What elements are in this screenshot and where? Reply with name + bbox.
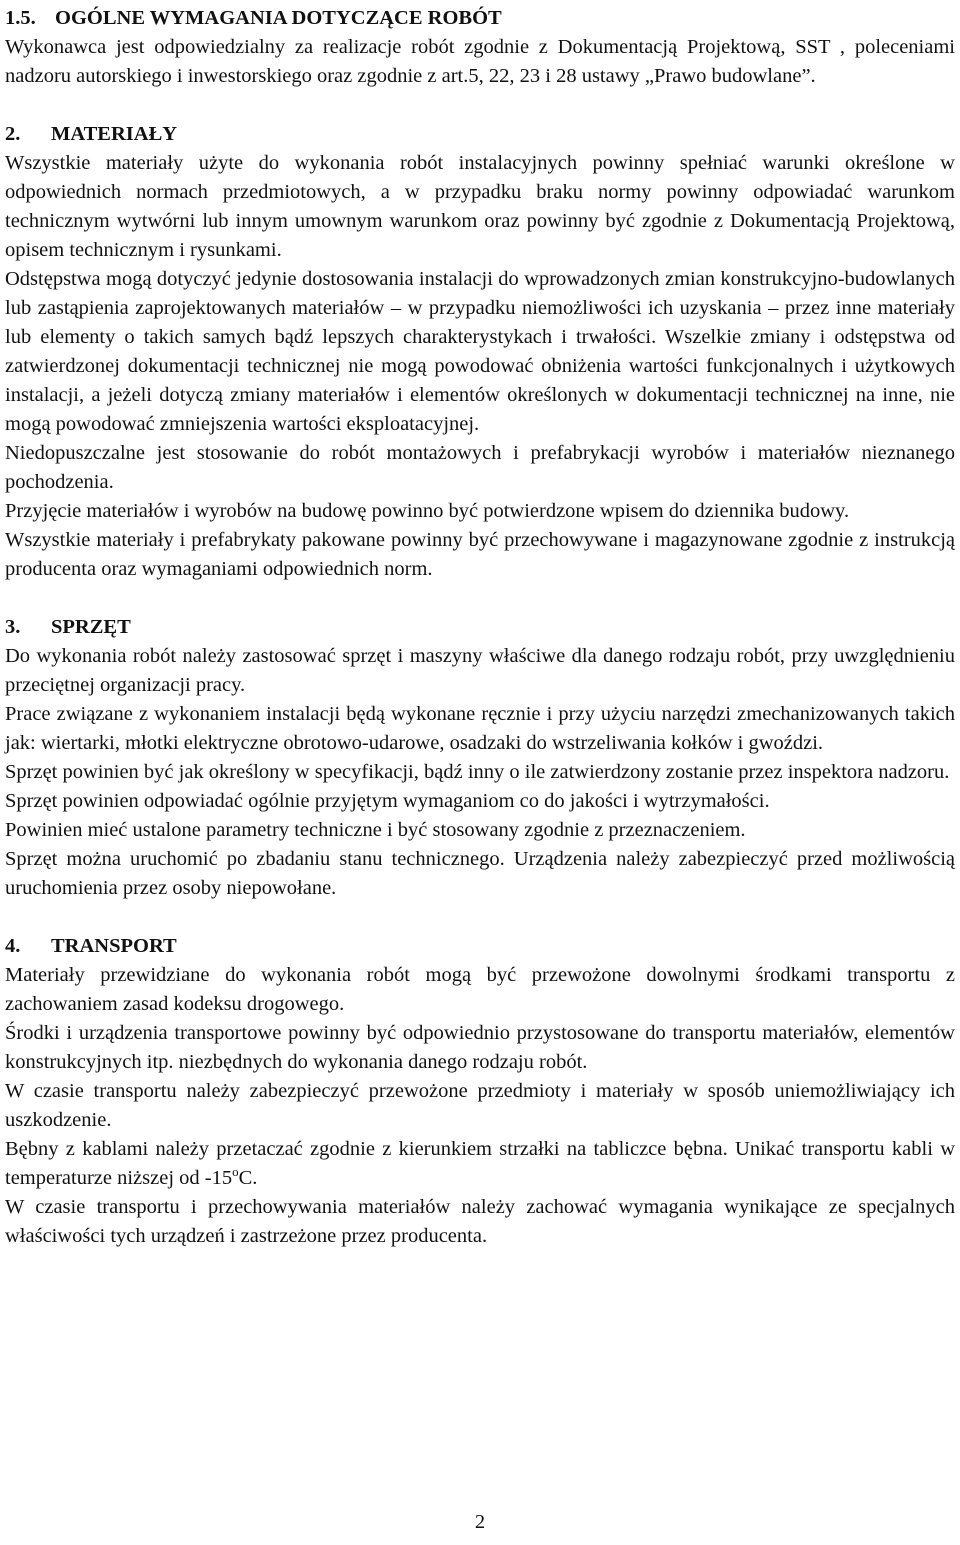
- section-transport: [5, 932, 955, 1251]
- section-heading: [5, 613, 955, 642]
- section-equipment: [5, 613, 955, 903]
- paragraph: W czasie transportu i przechowywania materiałów należy zachować wymagania wynikające ze specjalnych właściwości tych urządzeń i zastrzeżone przez producenta.: [5, 1196, 955, 1247]
- cable-text-before: Bębny z kablami należy przetaczać zgodnie z kierunkiem strzałki na tabliczce bębna. Unikać transportu kabli w temperaturze niższej od -15: [5, 1138, 955, 1189]
- section-general-requirements: [5, 4, 955, 91]
- section-heading: [5, 120, 955, 149]
- paragraph-cable-drums: [5, 1135, 955, 1193]
- paragraph: Materiały przewidziane do wykonania robót mogą być przewożone dowolnymi środkami transportu z zachowaniem zasad kodeksu drogowego.: [5, 964, 955, 1015]
- page-number: 2: [474, 1511, 486, 1533]
- section-heading: [5, 932, 955, 961]
- paragraph: Wykonawca jest odpowiedzialny za realizacje robót zgodnie z Dokumentacją Projektową, SST , poleceniami nadzoru autorskiego i inwestorskiego oraz zgodnie z art.5, 22, 23 i 28 ustawy „Prawo budowlane”.: [5, 36, 955, 87]
- paragraph: Środki i urządzenia transportowe powinny być odpowiednio przystosowane do transportu materiałów, elementów konstrukcyjnych itp. niezbędnych do wykonania danego rodzaju robót.: [5, 1022, 955, 1073]
- section-materials: [5, 120, 955, 584]
- paragraph: Odstępstwa mogą dotyczyć jedynie dostosowania instalacji do wprowadzonych zmian konstrukcyjno-budowlanych lub zastąpienia zaprojektowanych materiałów – w przypadku niemożliwości ich uzyskania – przez inne materiały lub elementy o takich samych bądź lepszych charakterystykach i trwałości. Wszelkie zmiany i odstępstwa od zatwierdzonej dokumentacji technicznej nie mogą powodować obniżenia wartości funkcjonalnych i użytkowych instalacji, a jeżeli dotyczą zmiany materiałów i elementów określonych w dokumentacji technicznej na inne, nie mogą powodować zmniejszenia wartości eksploatacyjnej.: [5, 268, 955, 435]
- document-page: [5, 4, 955, 1251]
- section-number: 1.5.: [5, 7, 36, 29]
- paragraph: W czasie transportu należy zabezpieczyć przewożone przedmioty i materiały w sposób uniemożliwiający ich uszkodzenie.: [5, 1080, 955, 1131]
- paragraph: Prace związane z wykonaniem instalacji będą wykonane ręcznie i przy użyciu narzędzi zmechanizowanych takich jak: wiertarki, młotki elektryczne obrotowo-udarowe, osadzaki do wstrzeliwania kołków i gwoździ.: [5, 703, 955, 754]
- section-title: TRANSPORT: [51, 935, 177, 957]
- paragraph: Wszystkie materiały i prefabrykaty pakowane powinny być przechowywane i magazynowane zgodnie z instrukcją producenta oraz wymaganiami odpowiednich norm.: [5, 529, 955, 580]
- spacer: [5, 903, 955, 932]
- section-title: OGÓLNE WYMAGANIA DOTYCZĄCE ROBÓT: [55, 7, 502, 29]
- section-number: 4.: [5, 935, 21, 957]
- section-title: SPRZĘT: [51, 616, 131, 638]
- section-title: MATERIAŁY: [51, 123, 178, 145]
- section-heading: [5, 4, 955, 33]
- paragraph: Przyjęcie materiałów i wyrobów na budowę powinno być potwierdzone wpisem do dziennika budowy.: [5, 500, 850, 522]
- paragraph: Wszystkie materiały użyte do wykonania robót instalacyjnych powinny spełniać warunki określone w odpowiednich normach przedmiotowych, a w przypadku braku normy powinny odpowiadać warunkom technicznym wytwórni lub innym umownym warunkom oraz powinny być zgodnie z Dokumentacją Projektową, opisem technicznym i rysunkami.: [5, 152, 955, 261]
- section-number: 3.: [5, 616, 21, 638]
- cable-text-after: C.: [238, 1167, 258, 1189]
- paragraph: Powinien mieć ustalone parametry techniczne i być stosowany zgodnie z przeznaczeniem.: [5, 819, 746, 841]
- spacer: [5, 584, 955, 613]
- paragraph: Sprzęt powinien być jak określony w specyfikacji, bądź inny o ile zatwierdzony zostanie przez inspektora nadzoru.: [5, 761, 950, 783]
- spacer: [5, 91, 955, 120]
- section-number: 2.: [5, 123, 21, 145]
- paragraph: Do wykonania robót należy zastosować sprzęt i maszyny właściwe dla danego rodzaju robót, przy uwzględnieniu przeciętnej organizacji pracy.: [5, 645, 955, 696]
- paragraph: Niedopuszczalne jest stosowanie do robót montażowych i prefabrykacji wyrobów i materiałów nieznanego pochodzenia.: [5, 442, 955, 493]
- degree-superscript: o: [232, 1164, 239, 1180]
- paragraph: Sprzęt można uruchomić po zbadaniu stanu technicznego. Urządzenia należy zabezpieczyć przed możliwością uruchomienia przez osoby niepowołane.: [5, 848, 955, 899]
- paragraph: Sprzęt powinien odpowiadać ogólnie przyjętym wymaganiom co do jakości i wytrzymałości.: [5, 790, 770, 812]
